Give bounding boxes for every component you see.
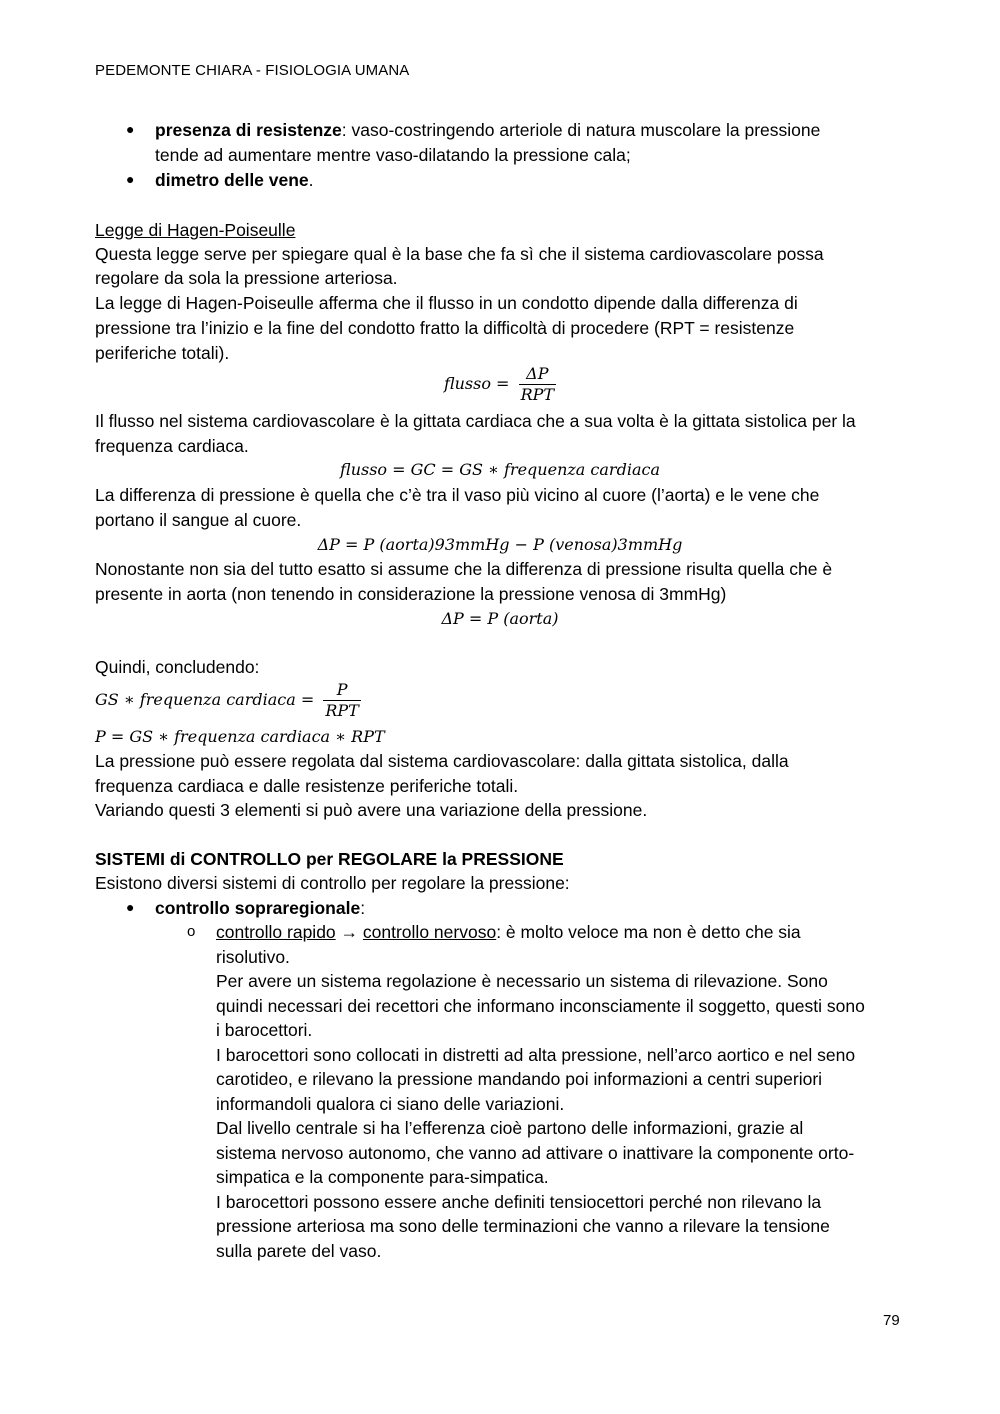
- page-header: PEDEMONTE CHIARA - FISIOLOGIA UMANA: [95, 62, 410, 79]
- equation-lhs: flusso =: [443, 374, 510, 393]
- paragraph-line: periferiche totali).: [95, 343, 230, 363]
- fraction-numerator: P: [323, 680, 360, 701]
- section-title-sistemi: SISTEMI di CONTROLLO per REGOLARE la PRESSIONE: [95, 849, 564, 869]
- sub-item-term: controllo nervoso: [362, 922, 497, 942]
- bullet-bold-text: dimetro delle vene: [155, 170, 309, 190]
- bullet-icon: ●: [126, 899, 135, 915]
- equation-delta-p: ΔP = P (aorta)93mmHg − P (venosa)3mmHg: [317, 535, 683, 554]
- paragraph-line: pressione tra l’inizio e la fine del condotto fratto la difficoltà di procedere (RPT = resistenze: [95, 318, 795, 338]
- sub-item-term: controllo rapido: [216, 922, 336, 942]
- paragraph-line: i barocettori.: [216, 1020, 313, 1040]
- paragraph-line: Il flusso nel sistema cardiovascolare è la gittata cardiaca che a sua volta è la gittata sistolica per la: [95, 411, 856, 431]
- paragraph-line: sulla parete del vaso.: [216, 1241, 382, 1261]
- sub-item-text: : è molto veloce ma non è detto che sia: [496, 922, 801, 942]
- bullet-bold-text: presenza di resistenze: [155, 120, 342, 140]
- paragraph-line: sistema nervoso autonomo, che vanno ad attivare o inattivare la componente orto-: [216, 1143, 855, 1163]
- paragraph-line: presente in aorta (non tenendo in considerazione la pressione venosa di 3mmHg): [95, 584, 727, 604]
- paragraph-line: regolare da sola la pressione arteriosa.: [95, 268, 398, 288]
- equation-flusso: [0, 364, 1000, 405]
- equation-delta-p-aorta: ΔP = P (aorta): [441, 609, 559, 628]
- equation-fraction: [323, 680, 360, 721]
- paragraph-line: Quindi, concludendo:: [95, 657, 260, 677]
- equation-flusso-gc: flusso = GC = GS ∗ frequenza cardiaca: [340, 460, 660, 479]
- paragraph-line: informandoli qualora ci siano delle variazioni.: [216, 1094, 565, 1114]
- fraction-denominator: RPT: [520, 385, 555, 404]
- bullet-item-vene: [155, 170, 314, 191]
- paragraph-line: Esistono diversi sistemi di controllo per regolare la pressione:: [95, 873, 570, 893]
- arrow-right-icon: →: [340, 922, 359, 942]
- paragraph-line: Nonostante non sia del tutto esatto si assume che la differenza di pressione risulta quella che è: [95, 559, 833, 579]
- section-title-hagen: Legge di Hagen-Poiseulle: [95, 220, 296, 240]
- paragraph-line: frequenza cardiaca e dalle resistenze periferiche totali.: [95, 776, 519, 796]
- paragraph-line: pressione arteriosa ma sono delle terminazioni che vanno a rilevare la tensione: [216, 1216, 830, 1236]
- bullet-item-resistenze-line2: tende ad aumentare mentre vaso-dilatando la pressione cala;: [155, 145, 631, 165]
- bullet-icon: ●: [126, 171, 135, 187]
- bullet-text: .: [308, 170, 314, 190]
- bullet-icon: ●: [126, 121, 135, 137]
- paragraph-line: portano il sangue al cuore.: [95, 510, 302, 530]
- paragraph-line: quindi necessari dei recettori che informano inconsciamente il soggetto, questi sono: [216, 996, 865, 1016]
- fraction-denominator: RPT: [325, 701, 359, 720]
- paragraph-line: Per avere un sistema regolazione è necessario un sistema di rilevazione. Sono: [216, 971, 828, 991]
- equation-fraction: [519, 364, 556, 405]
- paragraph-line: frequenza cardiaca.: [95, 436, 249, 456]
- paragraph-line: Variando questi 3 elementi si può avere una variazione della pressione.: [95, 800, 648, 820]
- equation-p: P = GS ∗ frequenza cardiaca ∗ RPT: [95, 727, 385, 746]
- bullet-bold-text: controllo sopraregionale: [155, 898, 361, 918]
- paragraph-line: carotideo, e rilevano la pressione mandando poi informazioni a centri superiori: [216, 1069, 823, 1089]
- paragraph-line: I barocettori possono essere anche definiti tensiocettori perché non rilevano la: [216, 1192, 822, 1212]
- page-number: 79: [883, 1312, 900, 1329]
- paragraph-line: risolutivo.: [216, 947, 290, 967]
- fraction-numerator: ΔP: [519, 364, 556, 385]
- hollow-bullet-icon: o: [187, 923, 196, 940]
- paragraph-line: La legge di Hagen-Poiseulle afferma che il flusso in un condotto dipende dalla differenza di: [95, 293, 798, 313]
- bullet-text: : vaso-costringendo arteriole di natura muscolare la pressione: [341, 120, 821, 140]
- paragraph-line: simpatica e la componente para-simpatica.: [216, 1167, 549, 1187]
- paragraph-line: I barocettori sono collocati in distretti ad alta pressione, nell’arco aortico e nel seno: [216, 1045, 856, 1065]
- equation-gs-frequenza: [95, 680, 361, 721]
- equation-lhs: GS ∗ frequenza cardiaca =: [95, 690, 315, 709]
- bullet-item-sopraregionale: [155, 898, 365, 919]
- sub-item-controllo-rapido: [216, 922, 801, 943]
- bullet-text: :: [360, 898, 366, 918]
- paragraph-line: La differenza di pressione è quella che c’è tra il vaso più vicino al cuore (l’aorta) e le vene che: [95, 485, 820, 505]
- paragraph-line: Questa legge serve per spiegare qual è la base che fa sì che il sistema cardiovascolare possa: [95, 244, 824, 264]
- paragraph-line: La pressione può essere regolata dal sistema cardiovascolare: dalla gittata sistolica, dalla: [95, 751, 789, 771]
- paragraph-line: Dal livello centrale si ha l’efferenza cioè partono delle informazioni, grazie al: [216, 1118, 804, 1138]
- bullet-item-resistenze: [155, 120, 820, 141]
